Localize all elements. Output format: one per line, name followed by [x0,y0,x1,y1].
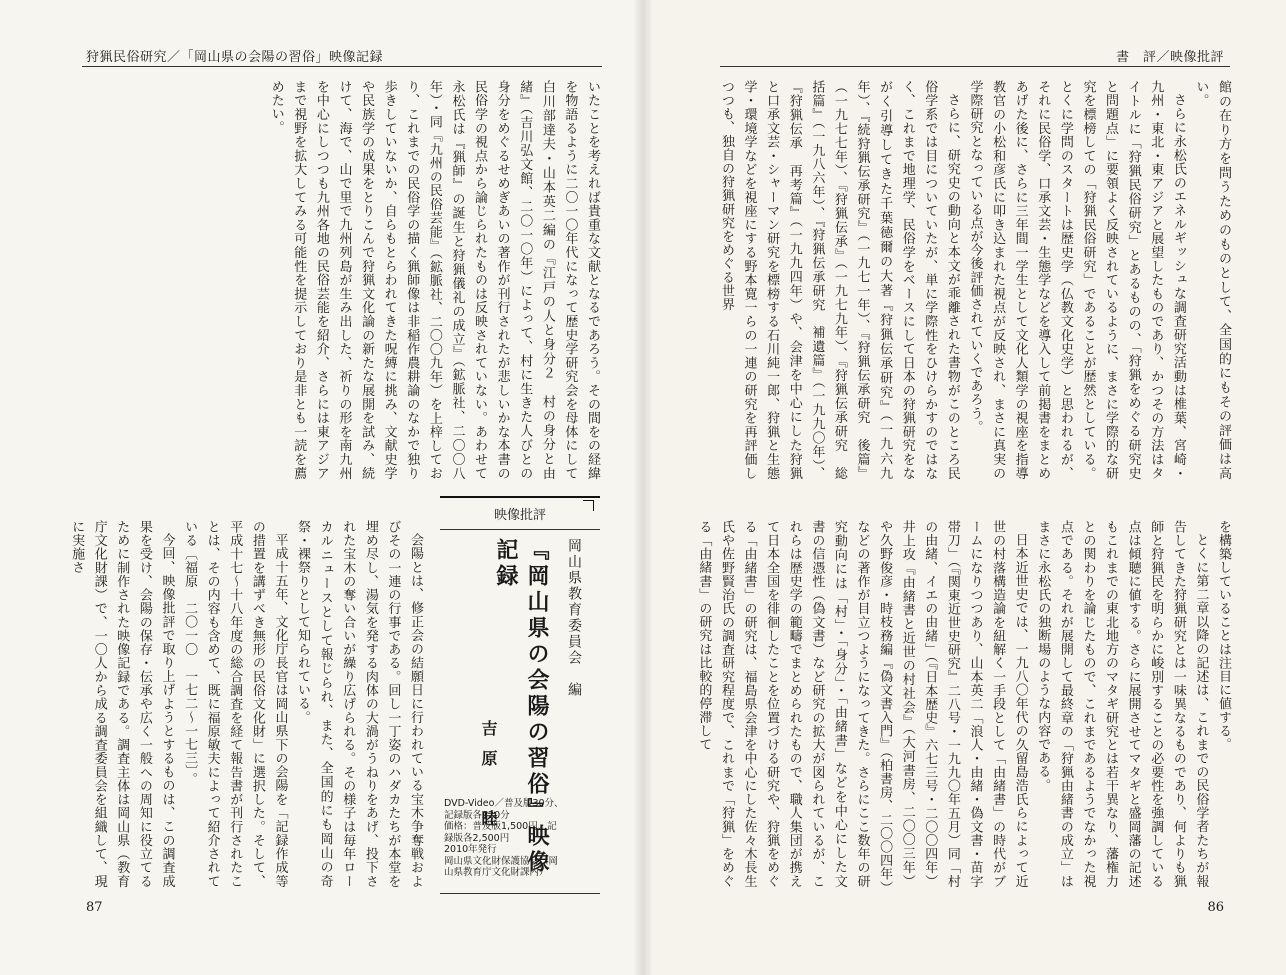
review-publication-info [444,798,598,879]
left-lower-paragraph-1: 会陽とは、修正会の結願日に行われている宝木争奪戦およびその一連の行事である。回し一丁姿のハダカたちが本堂を埋め尽し、湯気を発する肉体の大渦がうねりをあげ、投下された宝木の奪い合いが繰り広げられる。その様子は毎年ローカルニュースとして報じられ、また、全国的にも岡山の奇祭・裸祭りとして知られている。 [295,520,423,888]
info-line: 価格：普及版1,500円、記 [444,821,557,832]
right-upper-paragraph-2: さらに永松氏のエネルギッシュな調査研究活動は椎葉、宮崎・九州・東北・東アジアと展望したものであり、かつその方法はタイトルに「狩猟民俗研究」とあるものの、「狩猟をめぐる研究史と問題点」に要領よく反映されているように、まさに学際的な研究を標榜しての「狩猟民俗研究」であることが歴然としている。とくに学問のスタートは歴史学（仏教文化史学）と思われるが、それに民俗学、口承文芸・生態学などを導入して前掲書をまとめあげた後に、さらに三年間一学生として文化人類学の視座を指導教官の小松和彦氏に叩き込まれた視点が反映され、まさに真実の学際研究となっている点が今後評価されていくであろう。 [967,80,1186,480]
review-title: 『岡山県の会陽の習俗』映像記録 [493,538,549,876]
left-lower-paragraph-3: 今回、映像批評で取り上げようとするものは、この調査成果を受け、会陽の保存・伝承や広く一般への周知に役立てるために制作された映像記録である。調査主体は岡山県（教育庁文化財課）で、一〇人から成る調査委員会を組織して、現に実施さ [69,520,175,888]
left-running-head: 狩猟民俗研究／「岡山県の会陽の習俗」映像記録 [86,50,384,65]
review-editor: 岡山県教育委員会 編 [566,538,582,698]
review-author: 吉原 睦 [479,720,498,840]
info-line: 記録版各120分 [444,809,510,821]
left-upper-paragraph-1: いたことを考えれば貴重な文献となるであろう。その間をの経緯を物語るように二〇一〇年代になって歴史学研究会を母体にして白川部達夫・山本英二編の『江戸の人と身分２ 村の身分と由緒』（吉川弘文館、二〇一〇年）によって、村に生きた人びとの身分をめぐるせめぎあいの著作が刊行されたが悲しいかな本書の民俗学の視点から論じられたものは反映されていない。あわせて永松氏は『猟師』の誕生と狩猟儀礼の成立』（鉱脈社、二〇〇八年）・同『九州の民俗芸能』（鉱脈社、二〇〇九年）を上梓しており、これまでの民俗学の描く猟師像は非稲作農耕論のなかで独り歩きしていないか、自らもとらわれてきた呪縛に挑み、文献史学や民族学の成果をとりこんで狩猟文化論の新たな展開を試み、続けて、海で、山で里で九州列島が生み出した、祈りの形を南九州を中心にしつつも九州各地の民俗芸能を紹介、さらには東アジアまで視野を拡大してみる可能性を提示しており是非とも一読を薦めたい。 [268,80,600,480]
right-lower-paragraph-1: を構築していることは注目に値する。 [1216,520,1231,752]
book-gutter [633,0,653,975]
right-lower-text [696,520,1234,888]
right-lower-paragraph-2: とくに第二章以降の記述は、これまでの民俗学者たちが報告してきた狩猟研究とは一味異なるものであり、何よりも猟師と狩猟民を明らかに峻別することの必要性を強調している点は傾聴に値する。さらに展開させてマタギと盛岡藩の記述もこれまでの東北地方のマタギ研究とは若干異なり、藩権力との関わりを論じたもので、これまであるようでなかった視点である。それが展開して最終章の「狩猟由緒書の成立」はまさに永松氏の独断場のような内容である。 [1035,520,1209,888]
left-upper-text [268,80,603,480]
right-upper-paragraph-1: 館の在り方を問うためのものとして、全国的にもその評価は高い。 [1193,80,1231,480]
info-line: 2010年発行 [444,844,497,855]
info-line: 録版各2,500円 [444,832,510,844]
left-header-rule [82,66,602,67]
right-upper-text [712,80,1234,480]
right-lower-paragraph-3: 日本近世史では、一九八〇年代の久留島浩氏らによって近世の村落構造論を紐解く一手段として「由緒書」の時代がブームになりつつあり、山本英二「浪人・由緒・偽文書・苗字帯刀」（『関東近世史研究』二八号・一九九〇年五月）同「村の由緒、イエの由緒」（『日本歴史』六七三号・二〇〇四年）井上攻『由緒書と近世の村社会』（大河書房、二〇〇三年）や久野俊彦・時枝務編『偽文書入門』（柏書房、二〇〇四年）などの著作が目立つようになってきた。さらにここ数年の研究動向には「村」・「身分」・「由緒書」などを中心にした文書の信憑性（偽文書）など研究の拡大が図られているが、これらは歴史学の範疇でまとめられたもので、職人集団が携えて日本全国を徘徊したことを位置づける研究や、狩猟をめぐる「由緒書」の研究は、福島県会津を中心にした佐々木長生氏や佐野賢治氏の調査研究程度で、これまで「狩猟」をめぐる「由緒書」の研究は比較的停滞して [696,520,1028,888]
left-lower-text [69,520,426,888]
review-label: 映像批評 [440,504,600,530]
right-header-rule [720,66,1230,67]
info-line: 岡山県文化財保護協会（岡 [444,855,559,867]
left-lower-paragraph-2: 平成十五年、文化庁長官は岡山県下の会陽を「記録作成等の措置を講ずべき無形の民俗文化財」に選択した。そして、平成十七〜十八年度の総合調査を経て報告書が刊行されたことは、その内容も含めて、既に福原敏夫によって紹介されている〔福原 二〇一〇 一七二〜一七三〕。 [182,520,288,888]
left-page-number: 87 [86,900,103,915]
film-review-box [440,496,600,894]
right-page-number: 86 [1207,900,1224,915]
info-line: DVD-Video／普及版30分、 [444,798,564,809]
right-running-head: 書 評／映像批評 [1115,50,1224,65]
right-upper-paragraph-3: さらに、研究史の動向と本文が乖離された書物がこのところ民俗学系では目についていたが、単に学際性をひけらかすのではなく、これまで地理学、民俗学をベースにして日本の狩猟研究をながく引導してきた千葉徳爾の大著『狩猟伝承研究』（一九六九年）、『続狩猟伝承研究』（一九七一年）、『狩猟伝承研究 後篇』（一九七七年）、『狩猟伝承』（一九七九年）、『狩猟伝承研究 総括篇』（一九八六年）、『狩猟伝承研究 補遺篇』（一九九〇年）、『狩猟伝承 再考篇』（一九九四年）や、会津を中心にした狩猟と口承文芸・シャーマン研究を標榜する石川純一郎、狩猟と生態学・環境学などを視座にする野本寛一らの一連の研究を再評価しつつも、独自の狩猟研究をめぐる世界 [718,80,960,480]
info-line: 山県教育庁文化財課内） [444,867,549,878]
